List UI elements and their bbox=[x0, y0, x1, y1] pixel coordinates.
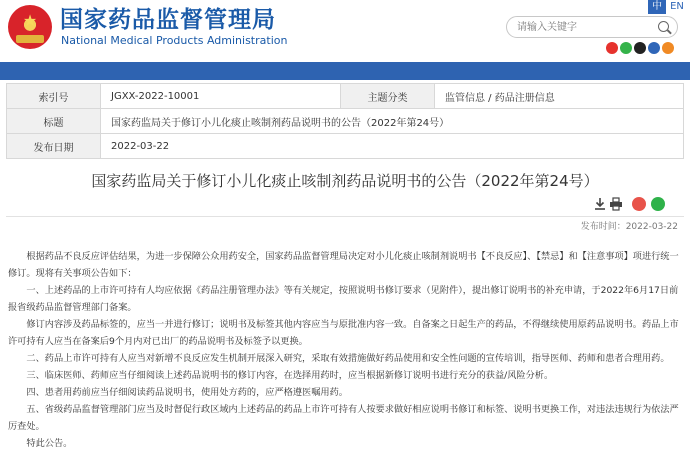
index-value: JGXX-2022-10001 bbox=[101, 84, 341, 109]
article-paragraph: 五、省级药品监督管理部门应当及时督促行政区域内上述药品的药品上市许可持有人按要求做好相应说明书修订和标签、说明书更换工作，对违法违规行为依法严厉查处。 bbox=[8, 404, 679, 432]
print-icon[interactable] bbox=[609, 197, 623, 211]
article-body bbox=[8, 248, 682, 452]
article-paragraph: 四、患者用药前应当仔细阅读药品说明书，使用处方药的，应严格遵医嘱用药。 bbox=[26, 387, 348, 398]
article-paragraph: 根据药品不良反应评估结果，为进一步保障公众用药安全，国家药品监督管理局决定对小儿化痰止咳制剂说明书【不良反应】、【禁忌】和【注意事项】项进行统一修订。现将有关事项公告如下： bbox=[8, 251, 679, 279]
site-header bbox=[0, 0, 690, 62]
app-icon[interactable] bbox=[648, 42, 660, 54]
category-label: 主题分类 bbox=[341, 84, 435, 109]
article-paragraph: 三、临床医师、药师应当仔细阅读上述药品说明书的修订内容，在选择用药时，应当根据新修订说明书进行充分的获益/风险分析。 bbox=[26, 370, 554, 381]
download-icon[interactable] bbox=[593, 197, 607, 211]
search-icon[interactable] bbox=[658, 21, 669, 32]
star-icon: ★ bbox=[22, 11, 38, 30]
wechat-share-icon[interactable] bbox=[651, 197, 665, 211]
title-value: 国家药监局关于修订小儿化痰止咳制剂药品说明书的公告（2022年第24号） bbox=[101, 109, 684, 134]
national-emblem-logo bbox=[8, 5, 52, 49]
site-logo-title[interactable]: 国家药品监督管理局 bbox=[60, 7, 276, 33]
publish-time: 发布时间：2022-03-22 bbox=[580, 222, 678, 232]
divider bbox=[6, 216, 684, 217]
weibo-share-icon[interactable] bbox=[632, 197, 646, 211]
lang-switch-en[interactable]: EN bbox=[670, 1, 684, 12]
article-paragraph: 修订内容涉及药品标签的，应当一并进行修订；说明书及标签其他内容应当与原批准内容一致。自备案之日起生产的药品，不得继续使用原药品说明书。药品上市许可持有人应当在备案后9个月内对已出厂的药品说明书及标签予以更换。 bbox=[8, 319, 679, 347]
article-title: 国家药监局关于修订小儿化痰止咳制剂药品说明书的公告（2022年第24号） bbox=[91, 172, 599, 190]
site-logo-subtitle: National Medical Products Administration bbox=[61, 34, 288, 47]
article-paragraph: 一、上述药品的上市许可持有人均应依据《药品注册管理办法》等有关规定，按照说明书修订要求（见附件），提出修订说明书的补充申请，于2022年6月17日前报省级药品监督管理部门备案。 bbox=[8, 285, 679, 313]
table-row bbox=[7, 84, 684, 109]
weibo-icon[interactable] bbox=[606, 42, 618, 54]
nav-bar bbox=[0, 62, 690, 80]
search-input[interactable] bbox=[517, 19, 652, 35]
table-row bbox=[7, 134, 684, 159]
search-box bbox=[506, 16, 678, 38]
index-label: 索引号 bbox=[7, 84, 101, 109]
category-value: 监管信息 / 药品注册信息 bbox=[435, 84, 684, 109]
date-label: 发布日期 bbox=[7, 134, 101, 159]
phone-icon[interactable] bbox=[662, 42, 674, 54]
date-value: 2022-03-22 bbox=[101, 134, 684, 159]
douyin-icon[interactable] bbox=[634, 42, 646, 54]
document-info-table bbox=[6, 83, 684, 159]
title-label: 标题 bbox=[7, 109, 101, 134]
wechat-icon[interactable] bbox=[620, 42, 632, 54]
lang-switch-cn[interactable]: 中 bbox=[648, 0, 666, 14]
article-paragraph: 特此公告。 bbox=[26, 438, 73, 449]
article-paragraph: 二、药品上市许可持有人应当对新增不良反应发生机制开展深入研究，采取有效措施做好药品使用和安全性问题的宣传培训，指导医师、药师和患者合理用药。 bbox=[26, 353, 670, 364]
table-row bbox=[7, 109, 684, 134]
